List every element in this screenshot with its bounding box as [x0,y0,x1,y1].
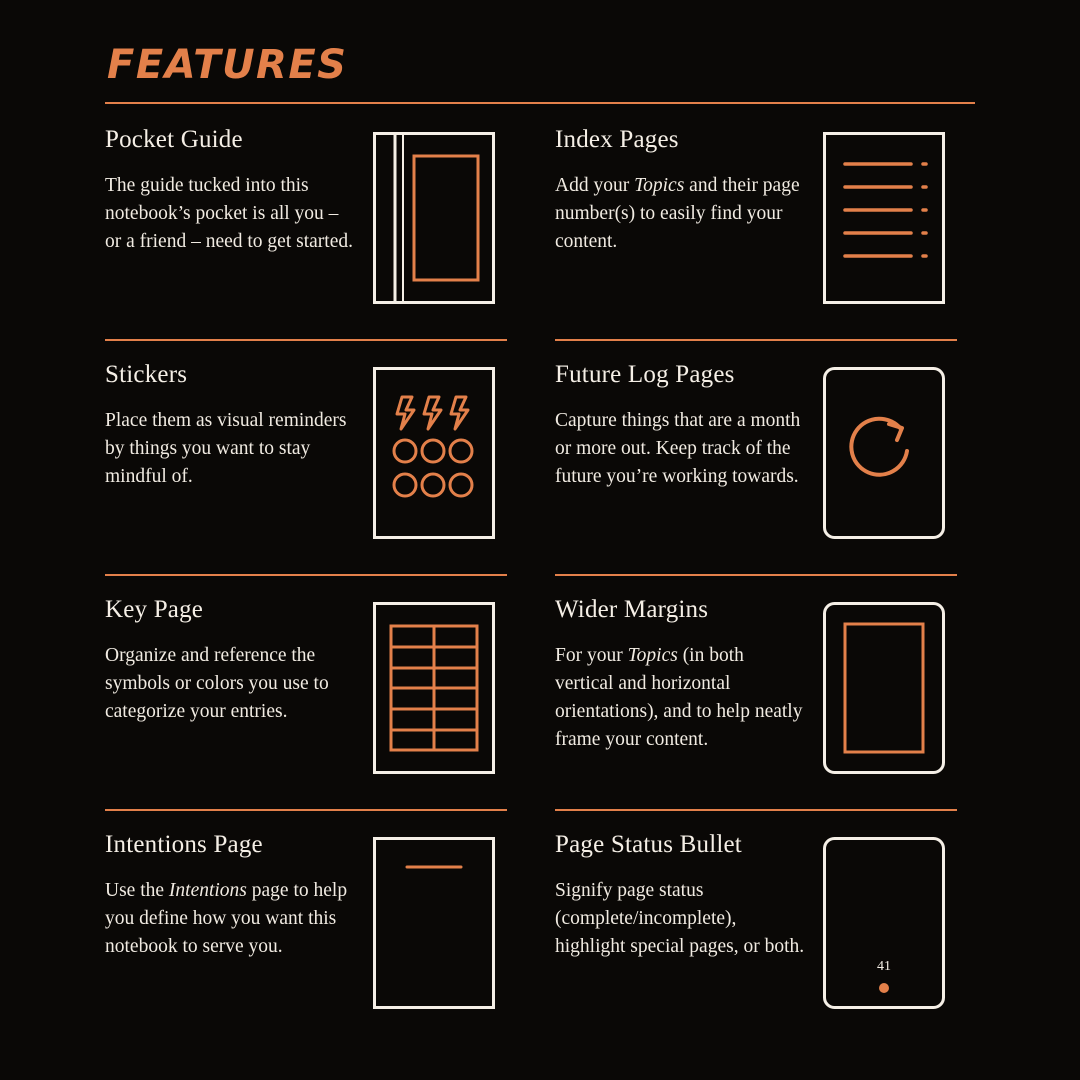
feature-title: Pocket Guide [105,126,243,153]
feature-card-intentions-page [105,809,525,1044]
feature-card-index-pages [555,104,975,339]
feature-illustration [355,596,525,774]
feature-card-future-log-pages [555,339,975,574]
feature-text [105,126,355,256]
feature-text [555,596,805,755]
feature-description: Place them as visual reminders by things you want to stay mindful of. [105,409,347,488]
feature-title: Wider Margins [555,596,709,623]
single-line-page-icon [373,837,495,1009]
feature-card-key-page [105,574,525,809]
feature-title: Key Page [105,596,204,623]
wide-margin-page-icon [823,602,945,774]
feature-card-wider-margins [555,574,975,809]
feature-illustration [805,126,975,304]
feature-text [555,361,805,491]
feature-description: The guide tucked into this notebook’s pocket is all you – or a friend – need to get started. [105,174,353,253]
index-lines-page-icon [823,132,945,304]
feature-description: For your Topics (in both vertical and horizontal orientations), and to help neatly frame your content. [555,644,803,751]
feature-description: Add your Topics and their page number(s) to easily find your content. [555,174,800,253]
feature-title: Page Status Bullet [555,831,742,858]
feature-illustration [355,361,525,539]
feature-illustration [805,831,975,1009]
feature-title: Intentions Page [105,831,263,858]
sticker-sheet-icon [373,367,495,539]
feature-text [555,831,805,961]
feature-title: Future Log Pages [555,361,735,388]
feature-illustration [355,126,525,304]
feature-description: Capture things that are a month or more out. Keep track of the future you’re working towards. [555,409,801,488]
feature-text [105,596,355,726]
grid-table-page-icon [373,602,495,774]
feature-card-stickers [105,339,525,574]
page-title: FEATURES [107,42,348,88]
feature-text [555,126,805,256]
page-number-label: 41 [877,959,891,974]
feature-description: Signify page status (complete/incomplete), highlight special pages, or both. [555,879,805,958]
feature-title: Stickers [105,361,188,388]
feature-illustration [355,831,525,1009]
page-number-bullet-icon [823,837,945,1009]
feature-illustration [805,361,975,539]
feature-text [105,361,355,491]
feature-description: Use the Intentions page to help you define how you want this notebook to serve you. [105,879,348,958]
circular-arrow-page-icon [823,367,945,539]
notebook-with-pocket-icon [373,132,495,304]
feature-card-pocket-guide [105,104,525,339]
feature-card-page-status-bullet [555,809,975,1044]
feature-title: Index Pages [555,126,679,153]
feature-illustration [805,596,975,774]
features-grid [105,104,975,1044]
feature-text [105,831,355,961]
feature-description: Organize and reference the symbols or colors you use to categorize your entries. [105,644,329,723]
